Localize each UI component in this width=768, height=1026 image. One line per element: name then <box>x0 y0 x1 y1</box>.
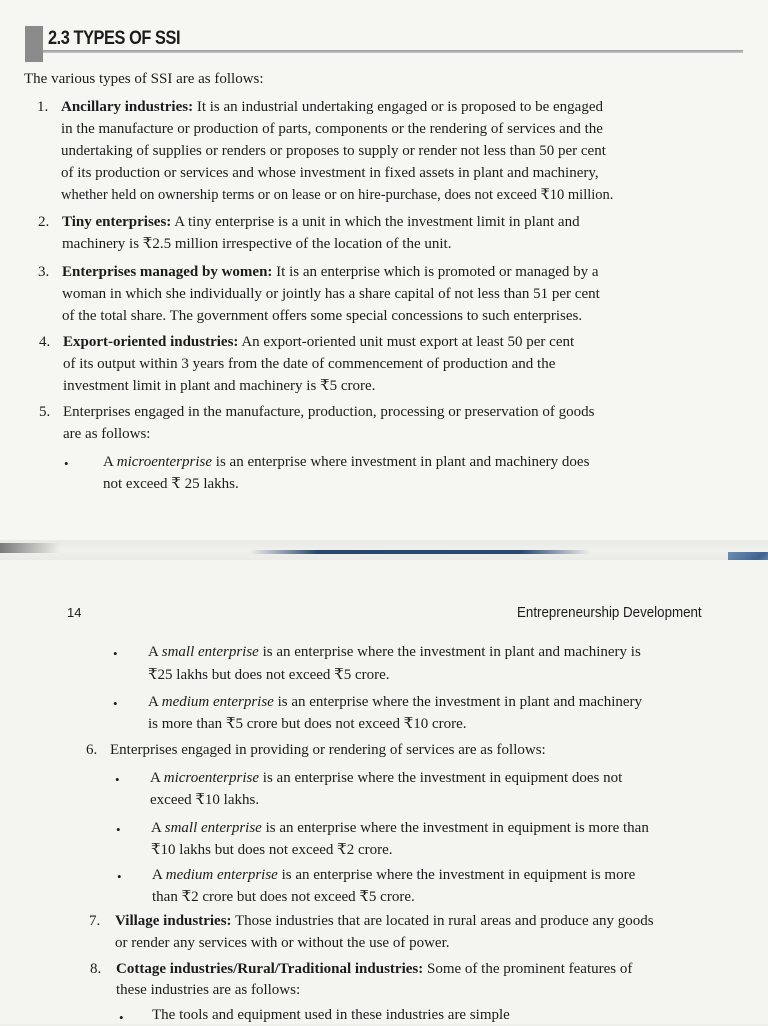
item-term: Village industries: <box>115 913 232 929</box>
list-item-line: Cottage industries/Rural/Traditional industries: Some of the prominent features of <box>116 961 633 977</box>
item-number: 5. <box>39 404 51 420</box>
list-item-line: undertaking of supplies or renders or proposes to supply or render not less than 50 per cent <box>61 143 606 159</box>
bullet-line: A microenterprise is an enterprise where the investment in equipment does not <box>150 770 623 786</box>
section-heading: 2.3 TYPES OF SSI <box>48 28 181 49</box>
list-item-line: machinery is ₹2.5 million irrespective of the location of the unit. <box>62 236 452 252</box>
bullet-line: exceed ₹10 lakhs. <box>150 792 260 808</box>
heading-rule <box>43 50 743 53</box>
bullet-icon: • <box>119 1010 124 1025</box>
bullet-icon: • <box>113 646 118 661</box>
list-item-line: Export-oriented industries: An export-oriented unit must export at least 50 per cent <box>63 334 575 350</box>
running-head: Entrepreneurship Development <box>517 605 702 621</box>
bullet-icon: • <box>116 822 121 837</box>
bullet-line: is more than ₹5 crore but does not exceed ₹10 crore. <box>148 716 467 732</box>
list-item-line: in the manufacture or production of parts, components or the rendering of services and the <box>61 121 603 137</box>
bullet-icon: • <box>115 772 120 787</box>
list-item-line: Enterprises engaged in the manufacture, production, processing or preservation of goods <box>63 404 595 420</box>
item-term: Tiny enterprises: <box>62 214 172 230</box>
bullet-icon: • <box>64 456 69 471</box>
bullet-line: A microenterprise is an enterprise where investment in plant and machinery does <box>103 454 590 470</box>
list-item-line: or render any services with or without the use of power. <box>115 935 450 951</box>
item-term: Ancillary industries: <box>61 99 194 115</box>
item-term: Export-oriented industries: <box>63 334 239 350</box>
bullet-line: A medium enterprise is an enterprise where the investment in equipment is more <box>152 867 636 883</box>
bullet-line: not exceed ₹ 25 lakhs. <box>103 476 239 492</box>
bullet-line: than ₹2 crore but does not exceed ₹5 crore. <box>152 889 415 905</box>
page-number: 14 <box>67 605 82 620</box>
list-item-line: these industries are as follows: <box>116 982 301 998</box>
list-item-line: of the total share. The government offers some special concessions to such enterprises. <box>62 308 583 324</box>
list-item-line: investment limit in plant and machinery is ₹5 crore. <box>63 378 376 394</box>
emphasis: microenterprise <box>163 770 260 786</box>
item-number: 8. <box>90 961 102 977</box>
emphasis: small enterprise <box>164 820 262 836</box>
item-term: Cottage industries/Rural/Traditional industries: <box>116 961 424 977</box>
bullet-icon: • <box>113 696 118 711</box>
list-item-line: Ancillary industries: It is an industrial undertaking engaged or is proposed to be engaged <box>61 99 603 115</box>
item-number: 4. <box>39 334 51 350</box>
item-number: 7. <box>89 913 101 929</box>
bullet-line: A small enterprise is an enterprise where the investment in equipment is more than <box>151 820 649 836</box>
item-number: 2. <box>38 214 50 230</box>
bullet-icon: • <box>117 869 122 884</box>
list-item-line: Enterprises engaged in providing or rendering of services are as follows: <box>110 742 546 758</box>
book-page-bottom <box>0 560 768 1024</box>
list-item-line: are as follows: <box>63 426 151 442</box>
bullet-line: The tools and equipment used in these industries are simple <box>152 1007 510 1023</box>
item-number: 6. <box>86 742 98 758</box>
bullet-line: ₹10 lakhs but does not exceed ₹2 crore. <box>151 842 393 858</box>
bullet-line: ₹25 lakhs but does not exceed ₹5 crore. <box>148 667 390 683</box>
list-item-line: Tiny enterprises: A tiny enterprise is a unit in which the investment limit in plant and <box>62 214 580 230</box>
emphasis: medium enterprise <box>165 867 278 883</box>
bullet-line: A small enterprise is an enterprise where the investment in plant and machinery is <box>148 644 641 660</box>
list-item-line: of its output within 3 years from the date of commencement of production and the <box>63 356 556 372</box>
emphasis: medium enterprise <box>161 694 274 710</box>
item-term: Enterprises managed by women: <box>62 264 273 280</box>
fold-shadow-left <box>0 543 60 553</box>
heading-marker <box>25 26 43 62</box>
list-item-line: of its production or services and whose investment in fixed assets in plant and machinery, <box>61 165 599 181</box>
bullet-line: A medium enterprise is an enterprise where the investment in plant and machinery <box>148 694 643 710</box>
intro-text: The various types of SSI are as follows: <box>24 71 264 87</box>
item-number: 3. <box>38 264 50 280</box>
emphasis: microenterprise <box>116 454 213 470</box>
list-item-line: whether held on ownership terms or on lease or on hire-purchase, does not exceed ₹10 million. <box>61 187 614 203</box>
item-number: 1. <box>37 99 49 115</box>
emphasis: small enterprise <box>161 644 259 660</box>
fold-shadow-line <box>250 550 590 554</box>
list-item-line: Village industries: Those industries that are located in rural areas and produce any goods <box>115 913 654 929</box>
list-item-line: Enterprises managed by women: It is an enterprise which is promoted or managed by a <box>62 264 599 280</box>
list-item-line: woman in which she individually or jointly has a share capital of not less than 51 per cent <box>62 286 600 302</box>
